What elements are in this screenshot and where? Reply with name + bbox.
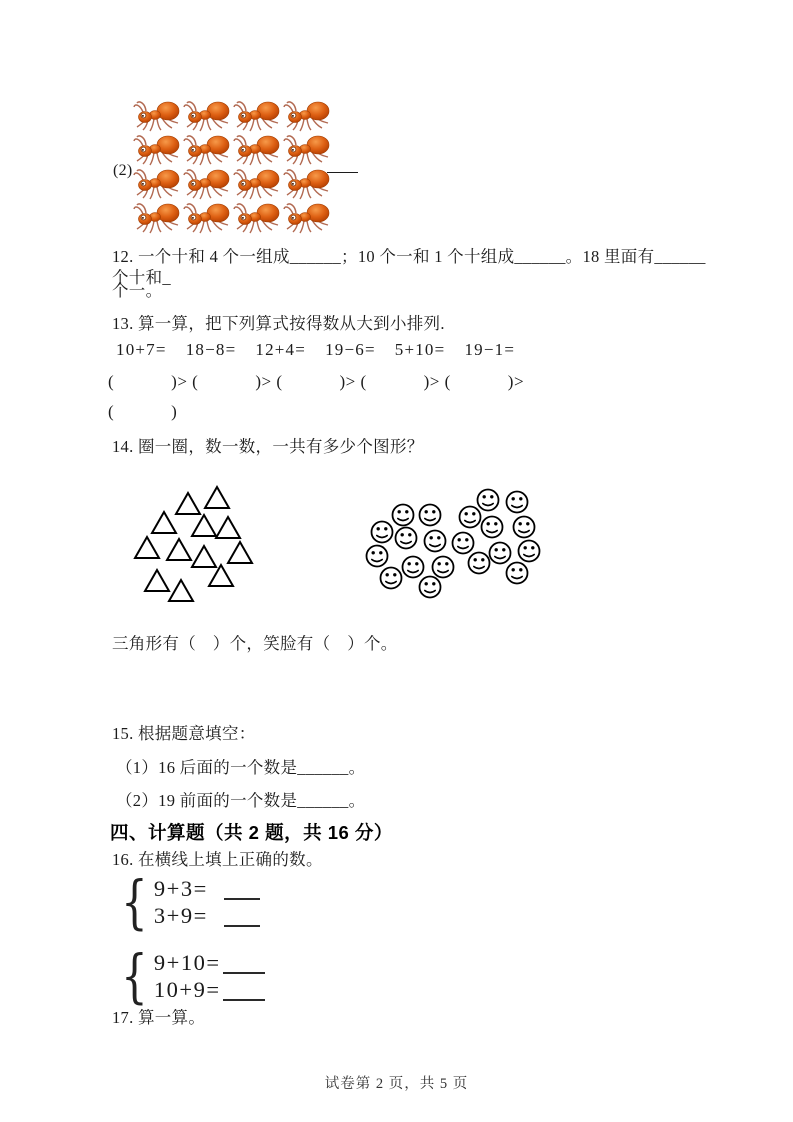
smiley-face-shape: [420, 577, 441, 598]
q12-text-line2: 个一。: [112, 281, 163, 300]
equation-text: 9+3=: [153, 876, 208, 901]
triangle-shape: [135, 537, 159, 558]
ant-grid: [132, 99, 332, 235]
equation-text: 3+9=: [153, 903, 208, 928]
q16-title: 16. 在横线上填上正确的数。: [112, 850, 323, 869]
smiley-face-shape: [403, 557, 424, 578]
section4-header: 四、计算题（共 2 题，共 16 分）: [110, 822, 393, 843]
smiley-face-shape: [507, 563, 528, 584]
triangle-shape: [205, 487, 229, 508]
ant-icon: [232, 99, 282, 133]
q15-title: 15. 根据题意填空：: [112, 724, 256, 743]
ant-icon: [182, 167, 232, 201]
ant-icon: [132, 133, 182, 167]
expression: 5+10=: [394, 340, 446, 359]
smiley-face-shape: [433, 557, 454, 578]
triangle-shape: [167, 539, 191, 560]
answer-blank-line: [224, 882, 260, 900]
smiley-face-shape: [482, 517, 503, 538]
left-brace-icon: {: [121, 868, 148, 936]
ant-icon: [182, 99, 232, 133]
q12-text-line1: 12. 一个十和 4 个一组成______；10 个一和 1 个十组成______。18 里面有______个十和_: [112, 247, 706, 287]
q15-item-1: （1）16 后面的一个数是______。: [116, 758, 366, 777]
triangle-shape: [209, 565, 233, 586]
page-footer: 试卷第 2 页，共 5 页: [324, 1076, 469, 1092]
smiley-face-shape: [453, 533, 474, 554]
equation-row: [154, 902, 260, 929]
expression: 10+7=: [116, 340, 167, 359]
smiley-face-shape: [514, 517, 535, 538]
expression: 18−8=: [185, 340, 237, 359]
ant-icon: [232, 167, 282, 201]
smiley-face-shape: [490, 543, 511, 564]
triangle-shape: [192, 515, 216, 536]
smiley-face-shape: [367, 546, 388, 567]
expression: 19−6=: [325, 340, 376, 359]
q14-title: 14. 圈一圈，数一数，一共有多少个图形？: [112, 437, 424, 456]
ant-icon: [132, 99, 182, 133]
q13-order-line2: ( ): [108, 402, 178, 421]
triangle-shape: [216, 517, 240, 538]
ant-row: [132, 201, 332, 235]
smiley-face-shape: [393, 505, 414, 526]
q16-group-2: [116, 942, 265, 1010]
q13-expressions-row: [116, 340, 515, 360]
ant-row: [132, 99, 332, 133]
ant-icon: [182, 201, 232, 235]
equation-row: [154, 875, 260, 902]
ant-icon: [232, 201, 282, 235]
triangle-shape: [169, 580, 193, 601]
q16-group-1: [116, 868, 260, 936]
smiley-face-shape: [425, 531, 446, 552]
answer-blank-line: [223, 956, 265, 974]
q17-title: 17. 算一算。: [112, 1008, 206, 1027]
smiley-face-shape: [519, 541, 540, 562]
triangle-shape: [176, 493, 200, 514]
ant-icon: [282, 99, 332, 133]
smiley-face-shape: [420, 505, 441, 526]
ant-icon: [182, 133, 232, 167]
ant-icon: [282, 133, 332, 167]
smiley-face-shape: [396, 528, 417, 549]
ant-row: [132, 133, 332, 167]
ant-icon: [132, 201, 182, 235]
q11-part2-label: (2): [113, 162, 133, 179]
triangle-shape: [228, 542, 252, 563]
equation-row: [154, 949, 265, 976]
smiley-face-shape: [381, 568, 402, 589]
equation-text: 10+9=: [153, 977, 221, 1002]
q13-title: 13. 算一算，把下列算式按得数从大到小排列.: [112, 314, 445, 333]
ant-icon: [282, 167, 332, 201]
smiley-face-shape: [460, 507, 481, 528]
ant-icon: [282, 201, 332, 235]
smiley-face-shape: [478, 490, 499, 511]
expression: 12+4=: [255, 340, 307, 359]
ant-icon: [132, 167, 182, 201]
triangle-shape: [152, 512, 176, 533]
left-brace-icon: {: [121, 942, 148, 1010]
answer-blank-line: [327, 172, 358, 173]
smiley-face-shape: [372, 522, 393, 543]
triangle-shape: [192, 546, 216, 567]
shapes-canvas: [100, 470, 580, 620]
ant-row: [132, 167, 332, 201]
equation-text: 9+10=: [153, 950, 221, 975]
smiley-face-shape: [507, 492, 528, 513]
expression: 19−1=: [464, 340, 516, 359]
ant-icon: [232, 133, 282, 167]
answer-blank-line: [224, 909, 260, 927]
q13-order-line1: ( )> ( )> ( )> ( )> ( )>: [108, 372, 525, 391]
equation-row: [154, 976, 265, 1003]
triangle-shape: [145, 570, 169, 591]
smiley-face-shape: [469, 553, 490, 574]
q14-answer-line: 三角形有（ ）个，笑脸有（ ）个。: [112, 634, 398, 653]
answer-blank-line: [223, 983, 265, 1001]
q15-item-2: （2）19 前面的一个数是______。: [116, 791, 366, 810]
